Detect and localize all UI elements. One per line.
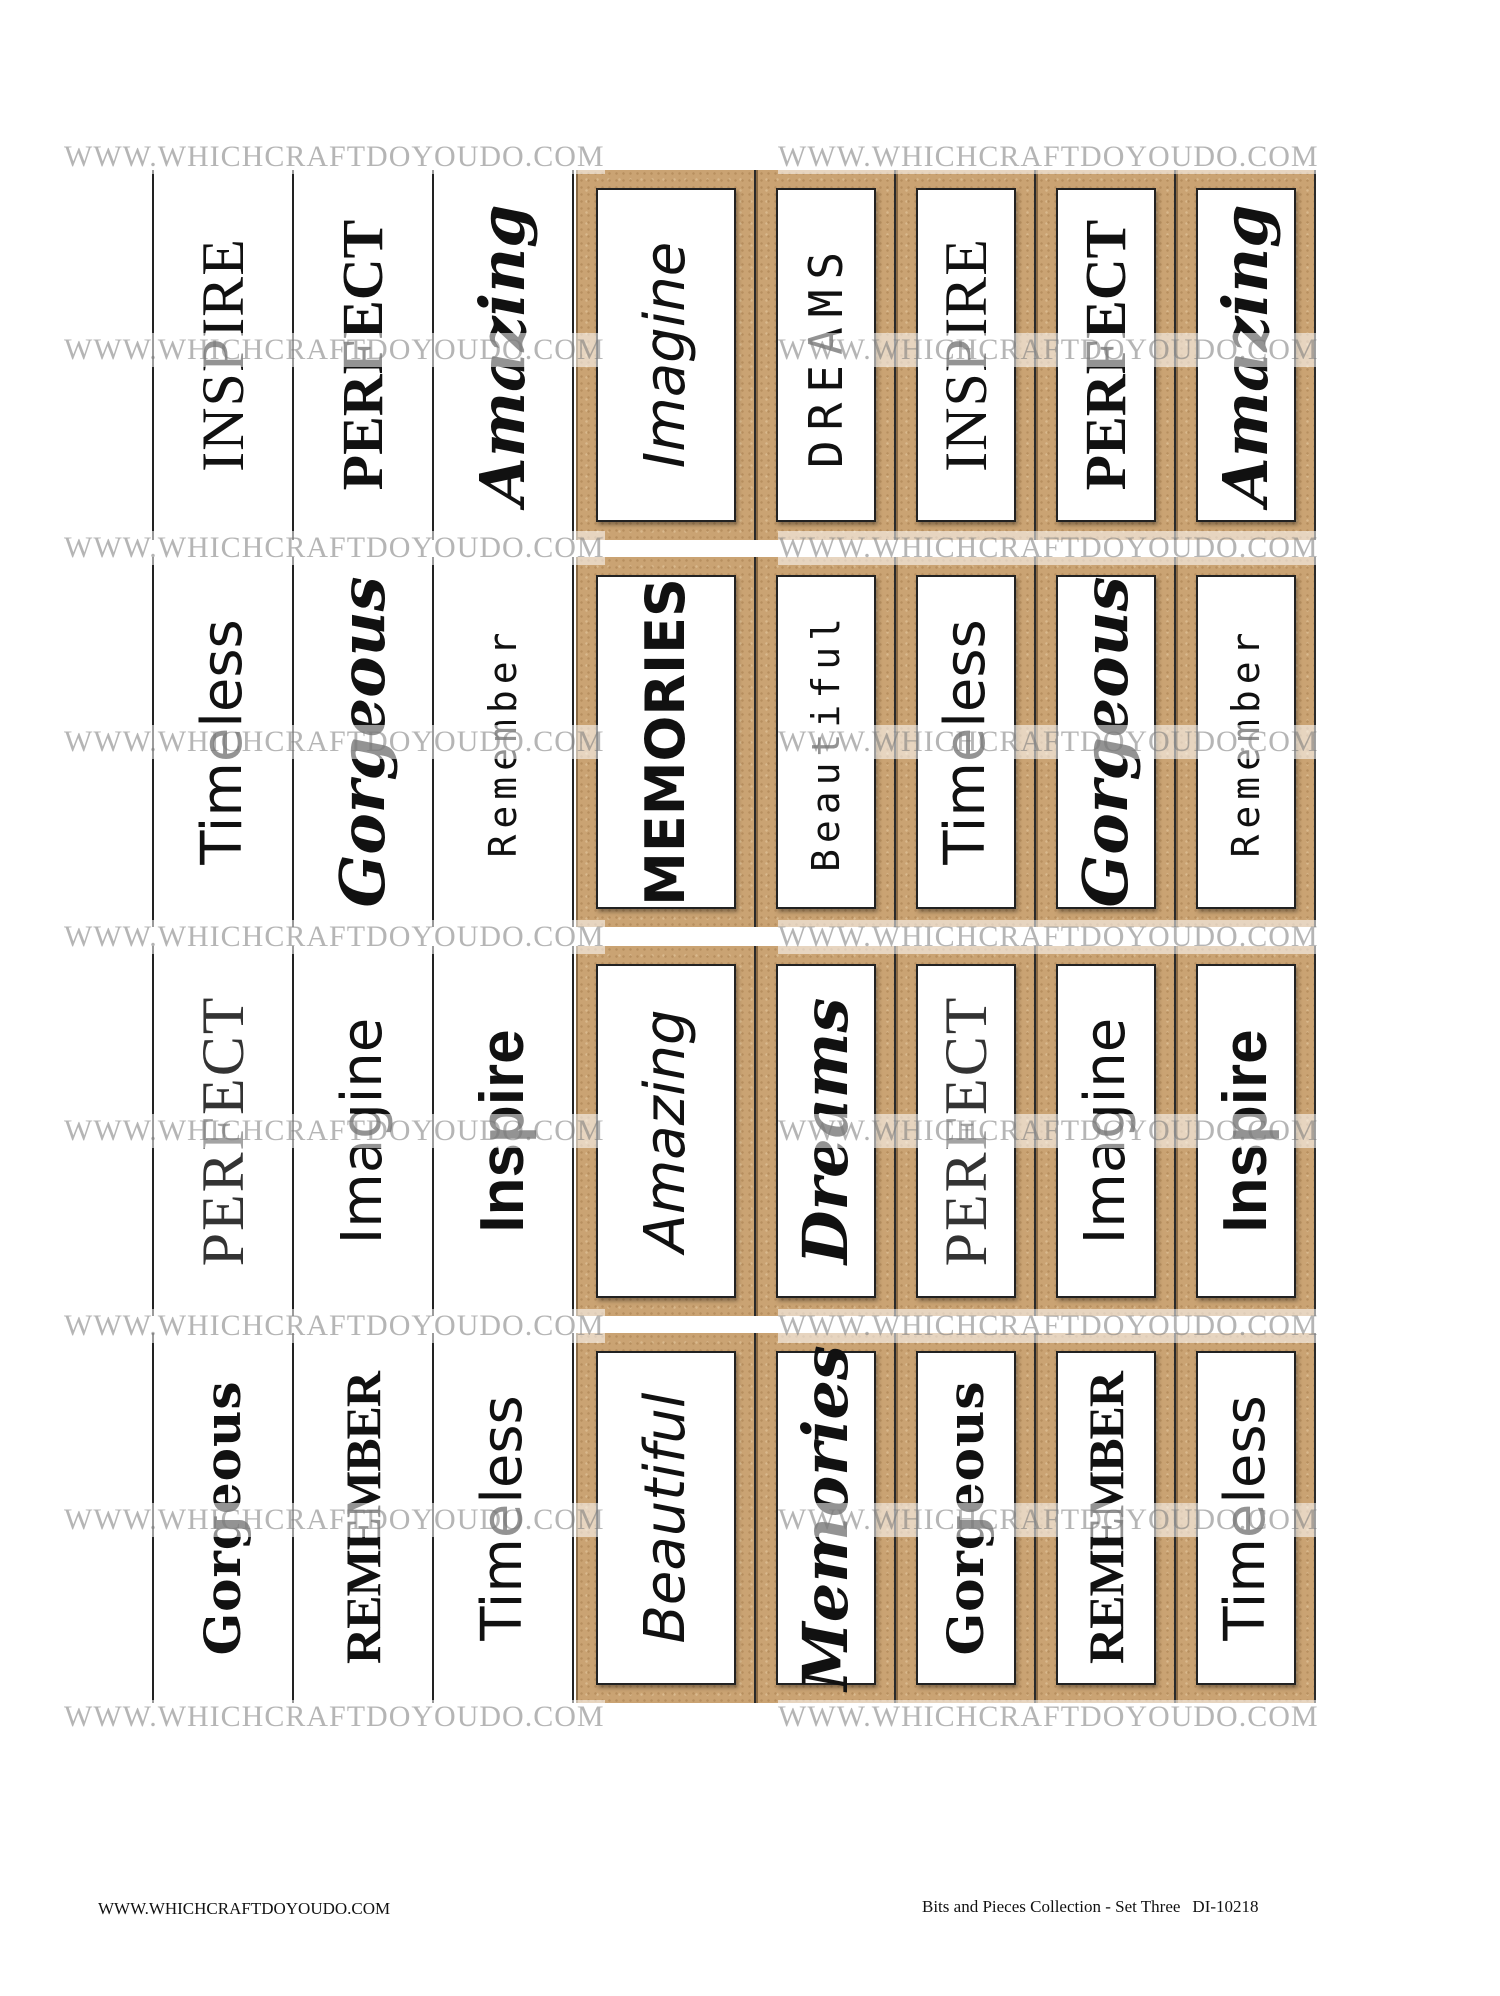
watermark: WWW.WHICHCRAFTDOYOUDO.COM <box>778 531 1319 564</box>
footer-collection-info <box>922 1897 1259 1917</box>
watermark: WWW.WHICHCRAFTDOYOUDO.COM <box>778 333 1319 366</box>
watermark: WWW.WHICHCRAFTDOYOUDO.COM <box>64 725 605 758</box>
watermark: WWW.WHICHCRAFTDOYOUDO.COM <box>778 920 1319 953</box>
label-text: MEMORIES <box>634 578 697 906</box>
footer-collection: Bits and Pieces Collection - Set Three <box>922 1897 1181 1916</box>
label-text: Imagine <box>633 241 698 469</box>
watermark: WWW.WHICHCRAFTDOYOUDO.COM <box>778 1503 1319 1536</box>
watermark: WWW.WHICHCRAFTDOYOUDO.COM <box>64 1700 605 1733</box>
watermark: WWW.WHICHCRAFTDOYOUDO.COM <box>778 1309 1319 1342</box>
watermark: WWW.WHICHCRAFTDOYOUDO.COM <box>64 920 605 953</box>
label-text: Amazing <box>633 1009 698 1253</box>
watermark: WWW.WHICHCRAFTDOYOUDO.COM <box>778 1114 1319 1147</box>
watermark: WWW.WHICHCRAFTDOYOUDO.COM <box>778 1700 1319 1733</box>
label-text: Beautiful <box>633 1392 698 1644</box>
watermark: WWW.WHICHCRAFTDOYOUDO.COM <box>64 1114 605 1147</box>
watermark: WWW.WHICHCRAFTDOYOUDO.COM <box>64 140 605 173</box>
watermark: WWW.WHICHCRAFTDOYOUDO.COM <box>64 333 605 366</box>
footer-code: DI-10218 <box>1192 1897 1259 1916</box>
watermark: WWW.WHICHCRAFTDOYOUDO.COM <box>778 140 1319 173</box>
watermark: WWW.WHICHCRAFTDOYOUDO.COM <box>64 1503 605 1536</box>
watermark: WWW.WHICHCRAFTDOYOUDO.COM <box>64 531 605 564</box>
watermark: WWW.WHICHCRAFTDOYOUDO.COM <box>64 1309 605 1342</box>
footer-website: WWW.WHICHCRAFTDOYOUDO.COM <box>98 1899 391 1918</box>
watermark: WWW.WHICHCRAFTDOYOUDO.COM <box>778 725 1319 758</box>
